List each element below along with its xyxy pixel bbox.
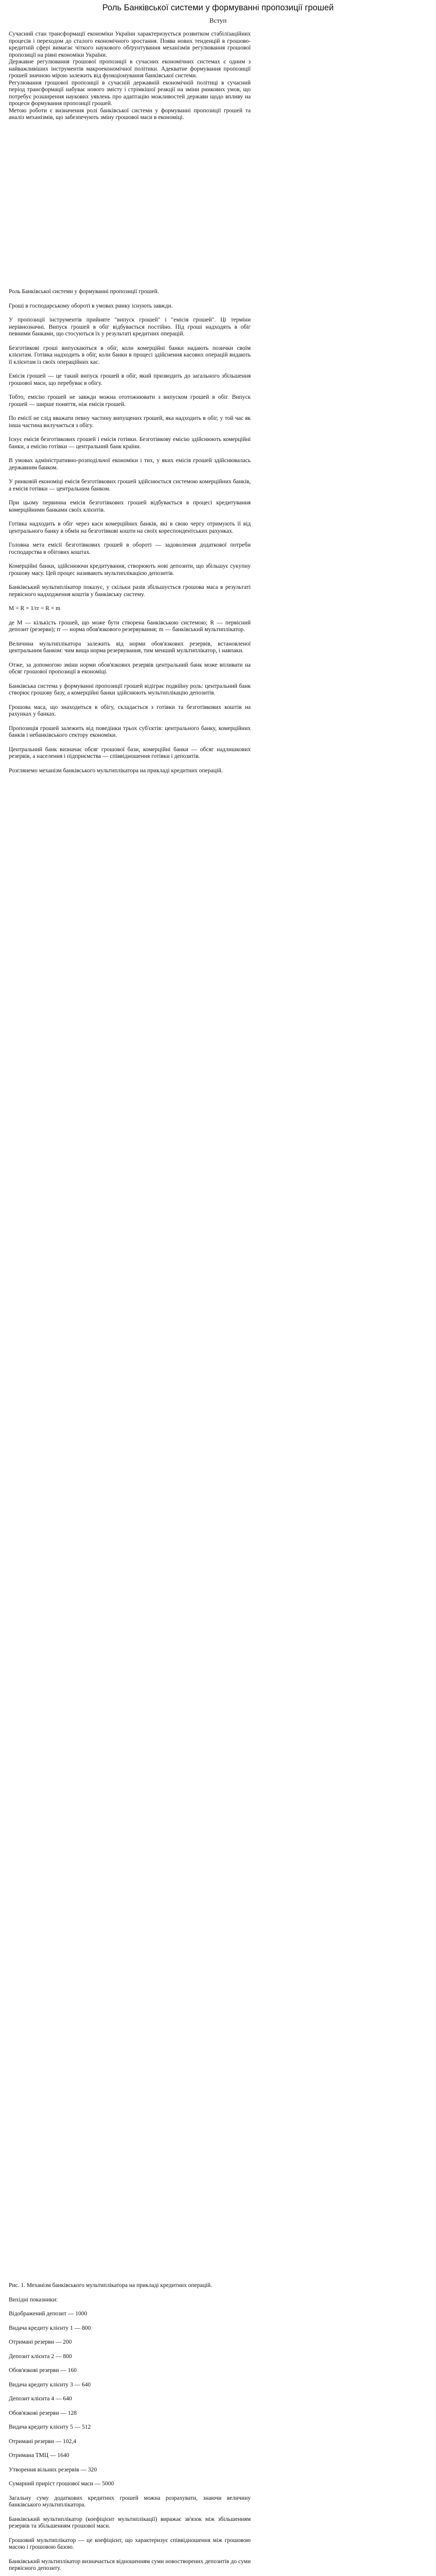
paragraph: В умовах адміністративно-розподільчої економіки і тих, у яких емісія грошей здійснювалась державним банком. [9, 457, 251, 471]
paragraph: Гроші в господарському обороті в умовах ринку існують завжди. [9, 302, 173, 309]
paragraph: Комерційні банки, здійснюючи кредитування, створюють нові депозити, що збільшує сукупну грошову масу. Цей процес називають мультиплікацією депозитів. [9, 563, 251, 577]
list-line: Вихідні показники: [9, 2296, 58, 2303]
list-line: Видача кредиту клієнту 3 — 640 [9, 2381, 91, 2388]
paragraph: По емісії не слід вважати певну частину випущених грошей, яка надходить в обіг, у той час як інша частина вилучається з обігу. [9, 415, 251, 429]
intro-section [9, 31, 251, 122]
paragraph: При цьому первинна емісія безготівкових грошей відбувається в процесі кредитування комерційними банками своїх клієнтів. [9, 500, 251, 513]
figure-1-section [9, 2282, 251, 2576]
formula: М = R × 1/rr = R × m [9, 605, 61, 612]
paragraph: Банківська система у формуванні пропозиції грошей відіграє подвійну роль: центральний банк створює грошову базу, а комерційні банки здійснюють мультиплікацію депозитів. [9, 683, 251, 696]
paragraph: Державне регулювання грошової пропозиції в сучасних економічних системах є одним з найважливіших інструментів макроекономічної політики. Адекватне формування пропозиції грошей значною мірою залежить від функціонування банківської системи. [9, 59, 251, 79]
paragraph: Банківський мультиплікатор визначається відношенням суми новостворених депозитів до суми первісного депозиту. [9, 2558, 251, 2571]
paragraph: Загальну суму додаткових кредитних грошей можна розрахувати, знаючи величину банківського мультиплікатора. [9, 2495, 251, 2508]
list-line: Отримані резерви — 102,4 [9, 2438, 77, 2445]
section-1 [9, 289, 251, 774]
list-line: Видача кредиту клієнту 1 — 800 [9, 2325, 91, 2331]
paragraph: де М — кількість грошей, що може бути створена банківською системою; R — первісний депозит (резерви); rr — норма обов'язкового резервування; m — банківський мультиплікатор. [9, 619, 251, 633]
paragraph: Банківський мультиплікатор (коефіцієнт мультиплікації) виражає зв'язок між збільшенням резервів та збільшенням грошової маси. [9, 2516, 251, 2529]
document-title: Роль Банківської системи у формуванні пропозиції грошей [102, 3, 334, 12]
list-line: Депозит клієнта 2 — 800 [9, 2353, 72, 2360]
list-line: Отримана ТМЦ — 1640 [9, 2452, 69, 2459]
list-line: Отримані резерви — 200 [9, 2339, 72, 2345]
list-line: Утворення вільних резервів — 320 [9, 2466, 97, 2473]
paragraph: Отже, за допомогою зміни норми обов'язкових резервів центральний банк може впливати на обсяг грошової пропозиції в економіці. [9, 662, 251, 675]
paragraph: У ринковій економіці емісія безготівкових грошей здійснюється системою комерційних банків, а емісія готівки — центральним банком. [9, 479, 251, 492]
document-subtitle: Вступ [209, 16, 227, 24]
paragraph: Грошова маса, що знаходиться в обігу, складається з готівки та безготівкових коштів на рахунках у банках. [9, 704, 251, 717]
paragraph: Розглянемо механізм банківського мультиплікатора на прикладі кредитних операцій. [9, 767, 223, 774]
paragraph: Метою роботи є визначення ролі банківської системи у формуванні пропозиції грошей та аналіз механізмів, що забезпечують зміну грошової маси в економіці. [9, 107, 251, 121]
list-line: Відображений депозит — 1000 [9, 2311, 88, 2317]
paragraph: Банківський мультиплікатор показує, у скільки разів збільшується грошова маса в результаті первісного надходження коштів у банківську систему. [9, 584, 251, 598]
paragraph: Готівка надходить в обіг через каси комерційних банків, які в свою чергу отримують її від центрального банку в обмін на безготівкові кошти на своїх кореспондентських рахунках. [9, 521, 251, 534]
paragraph: Головна мета емісії безготівкових грошей в обороті — задоволення додаткової потреби господарства в обігових коштах. [9, 542, 251, 555]
list-line: Сумарний приріст грошової маси — 5000 [9, 2481, 114, 2487]
list-line: Обов'язкові резерви — 160 [9, 2367, 77, 2374]
paragraph: Тобто, емісію грошей не завжди можна ототожнювати з випуском грошей в обіг. Випуск грошей — ширше поняття, ніж емісія грошей. [9, 394, 251, 408]
paragraph: Існує емісія безготівкових грошей і емісія готівки. Безготівкову емісію здійснюють комерційні банки, а емісію готівки — центральний банк країни. [9, 436, 251, 450]
figure-caption: Рис. 1. Механізм банківського мультиплікатора на прикладі кредитних операцій. [9, 2282, 212, 2289]
list-line: Обов'язкові резерви — 128 [9, 2410, 77, 2416]
paragraph: У пропозиції інструментів прийняте "випуск грошей" і "емісія грошей". Ці терміни нерівнозначні. Випуск грошей в обіг відбувається постійно. Під гроші надходять в обіг певними банками, що стосуються їх у результаті кредитних операцій. [9, 317, 251, 337]
list-line: Видача кредиту клієнту 5 — 512 [9, 2424, 91, 2430]
paragraph: Сучасний стан трансформації економіки України характеризується розвитком стабілізаційних процесів і переходом до сталого економічного зростання. Поява нових тенденцій в грошово-кредитній сфері вимагає чіткого наукового обґрунтування механізмів регулювання грошової пропозиції на рівні економіки України. [9, 31, 251, 58]
paragraph: Пропозиція грошей залежить від поведінки трьох суб'єктів: центрального банку, комерційних банків і небанківського сектору економіки. [9, 725, 251, 738]
paragraph: Величина мультиплікатора залежить від норми обов'язкових резервів, встановленої центральним банком: чим вища норма резервування, тим менший мультиплікатор, і навпаки. [9, 640, 251, 654]
list-line: Депозит клієнта 4 — 640 [9, 2396, 72, 2402]
paragraph: Грошовий мультиплікатор — це коефіцієнт, що характеризує співвідношення між грошовою масою і грошовою базою. [9, 2537, 251, 2550]
paragraph: Центральний банк визначає обсяг грошової бази, комерційні банки — обсяг надлишкових резервів, а населення і підприємства — співвідношення готівки і депозитів. [9, 746, 251, 759]
paragraph: Емісія грошей — це такий випуск грошей в обіг, який призводить до загального збільшення грошової маси, що перебуває в обігу. [9, 373, 251, 386]
paragraph: Безготівкові гроші випускаються в обіг, коли комерційні банки надають позички своїм клієнтам. Готівка надходить в обіг, коли банки в процесі здійснення касових операцій видають її клієнтам із своїх операційних кас. [9, 345, 251, 365]
paragraph: Роль Банківської системи у формуванні пропозиції грошей. [9, 289, 159, 295]
paragraph: Регулювання грошової пропозиції в сучасній державній економічній політиці в сучасний період трансформації набуває нового змісту і стрімкішої реакції на зміни ринкових умов, що потребує розширення наукових уявлень про адаптацію можливостей держави щодо впливу на процеси формування пропозиції грошей. [9, 79, 251, 107]
